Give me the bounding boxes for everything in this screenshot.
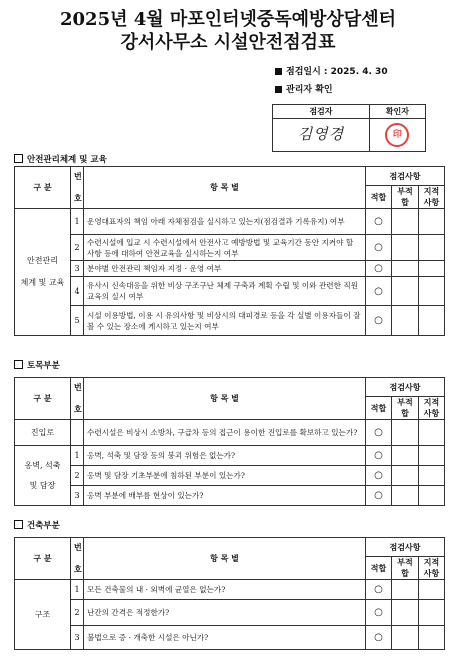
header-result: 점검사항 [366,538,445,557]
checklist-item: 시설 이용방법, 이용 시 유의사항 및 비상시의 대피경로 등을 각 실별 이용자들이 잘 볼 수 있는 장소에 게시하고 있는지 여부 [84,306,366,336]
checklist-table-civil [14,377,445,506]
ok-mark: ○ [366,209,392,235]
section-title-building [14,519,60,531]
manager-confirm-text: 관리자 확인 [286,85,333,95]
ng-cell [392,626,419,650]
fix-cell [419,277,445,306]
document-title-line2: 강서사무소 시설안전점검표 [120,32,336,53]
row-number: 1 [71,446,84,466]
inspector-label: 점검자 [273,105,370,119]
row-number: 5 [71,306,84,336]
fix-cell [419,466,445,486]
fix-cell [419,209,445,235]
fix-cell [419,235,445,261]
checklist-item: 수련시설에 입교 시 수련시설에서 안전사고 예방방법 및 교육기간 동안 지켜야 할 사항 등에 대하여 안전교육을 실시하는지 여부 [84,235,366,261]
confirmer-label: 확인자 [369,105,425,119]
checklist-item: 분야별 안전관리 책임자 지정 · 운영 여부 [84,261,366,277]
checklist-item: 옹벽, 석축 및 담장 등의 붕괴 위험은 없는가? [84,446,366,466]
checklist-item: 난간의 간격은 적정한가? [84,600,366,626]
checklist-item: 불법으로 증 · 개축한 시설은 아닌가? [84,626,366,650]
header-ok: 적합 [366,397,392,420]
ng-cell [392,306,419,336]
ok-mark: ○ [366,261,392,277]
checkbox-square-icon [14,520,23,529]
header-category: 구 분 [15,378,71,420]
fix-cell [419,580,445,600]
category-cell: 옹벽, 석축 및 담장 [15,446,71,506]
header-category: 구 분 [15,167,71,209]
checklist-table-building [14,537,445,650]
row-number: 2 [71,466,84,486]
ok-mark: ○ [366,486,392,506]
ng-cell [392,277,419,306]
header-item: 항 목 별 [84,378,366,420]
ok-mark: ○ [366,600,392,626]
checklist-item: 옹벽 및 담장 기초부분에 침하된 부분이 있는가? [84,466,366,486]
header-fix: 지적사항 [419,557,445,580]
fix-cell [419,261,445,277]
header-item: 항 목 별 [84,538,366,580]
header-ng: 부적합 [392,557,419,580]
ok-mark: ○ [366,235,392,261]
ok-mark: ○ [366,626,392,650]
header-fix: 지적사항 [419,186,445,209]
header-category: 구 분 [15,538,71,580]
category-cell: 진입로 [15,420,71,446]
ok-mark: ○ [366,446,392,466]
inspection-date-text: 점검일시 : 2025. 4. 30 [286,67,388,77]
ng-cell [392,235,419,261]
row-number: 1 [71,580,84,600]
checklist-item: 유사시 신속대응을 위한 비상 구조구난 체제 구축과 계획 수립 및 이와 관련한 직원 교육의 실시 여부 [84,277,366,306]
ng-cell [392,486,419,506]
section-title-safety [14,153,107,165]
row-number: 1 [71,209,84,235]
header-ng: 부적합 [392,186,419,209]
section-title-civil [14,359,60,371]
inspection-date [275,64,388,77]
header-number: 번 호 [71,167,84,209]
official-stamp: 印 [385,123,409,147]
manager-confirm [275,82,333,95]
inspector-name: 김영경 [297,124,345,143]
document-title-line1: 2025년 4월 마포인터넷중독예방상담센터 [60,9,396,30]
inspector-signature [273,119,370,152]
header-fix: 지적사항 [419,397,445,420]
row-number: 3 [71,261,84,277]
header-ok: 적합 [366,186,392,209]
row-number: 2 [71,235,84,261]
category-cell: 안전관리 체계 및 교육 [15,209,71,336]
section-title-text: 건축부분 [27,521,60,531]
bullet-square-icon [275,68,282,75]
fix-cell [419,446,445,466]
ng-cell [392,420,419,446]
fix-cell [419,306,445,336]
ng-cell [392,600,419,626]
checkbox-square-icon [14,360,23,369]
row-number: 3 [71,486,84,506]
checklist-item: 운영대표자의 책임 아래 자체점검을 실시하고 있는지(점검결과 기록유지) 여부 [84,209,366,235]
fix-cell [419,626,445,650]
ok-mark: ○ [366,306,392,336]
fix-cell [419,420,445,446]
bullet-square-icon [275,86,282,93]
checklist-table-safety [14,166,445,336]
ok-mark: ○ [366,420,392,446]
checklist-item: 수련시설은 비상시 소방차, 구급차 등의 접근이 용이한 진입로를 확보하고 있는가? [84,420,366,446]
header-number: 번 호 [71,538,84,580]
checkbox-square-icon [14,154,23,163]
row-number [71,420,84,446]
checklist-item: 모든 건축물의 내 · 외벽에 균열은 없는가? [84,580,366,600]
header-item: 항 목 별 [84,167,366,209]
ok-mark: ○ [366,580,392,600]
header-result: 점검사항 [366,167,445,186]
row-number: 2 [71,600,84,626]
ng-cell [392,446,419,466]
row-number: 4 [71,277,84,306]
signature-table [272,104,426,152]
row-number: 3 [71,626,84,650]
fix-cell [419,600,445,626]
confirmer-stamp-cell [369,119,425,152]
ng-cell [392,580,419,600]
ng-cell [392,466,419,486]
ok-mark: ○ [366,277,392,306]
ng-cell [392,209,419,235]
section-title-text: 토목부분 [27,361,60,371]
header-number: 번 호 [71,378,84,420]
header-ok: 적합 [366,557,392,580]
checklist-item: 옹벽 부분에 배부름 현상이 있는가? [84,486,366,506]
ok-mark: ○ [366,466,392,486]
fix-cell [419,486,445,506]
category-cell: 구조 [15,580,71,650]
section-title-text: 안전관리체계 및 교육 [27,155,107,165]
ng-cell [392,261,419,277]
header-ng: 부적합 [392,397,419,420]
header-result: 점검사항 [366,378,445,397]
